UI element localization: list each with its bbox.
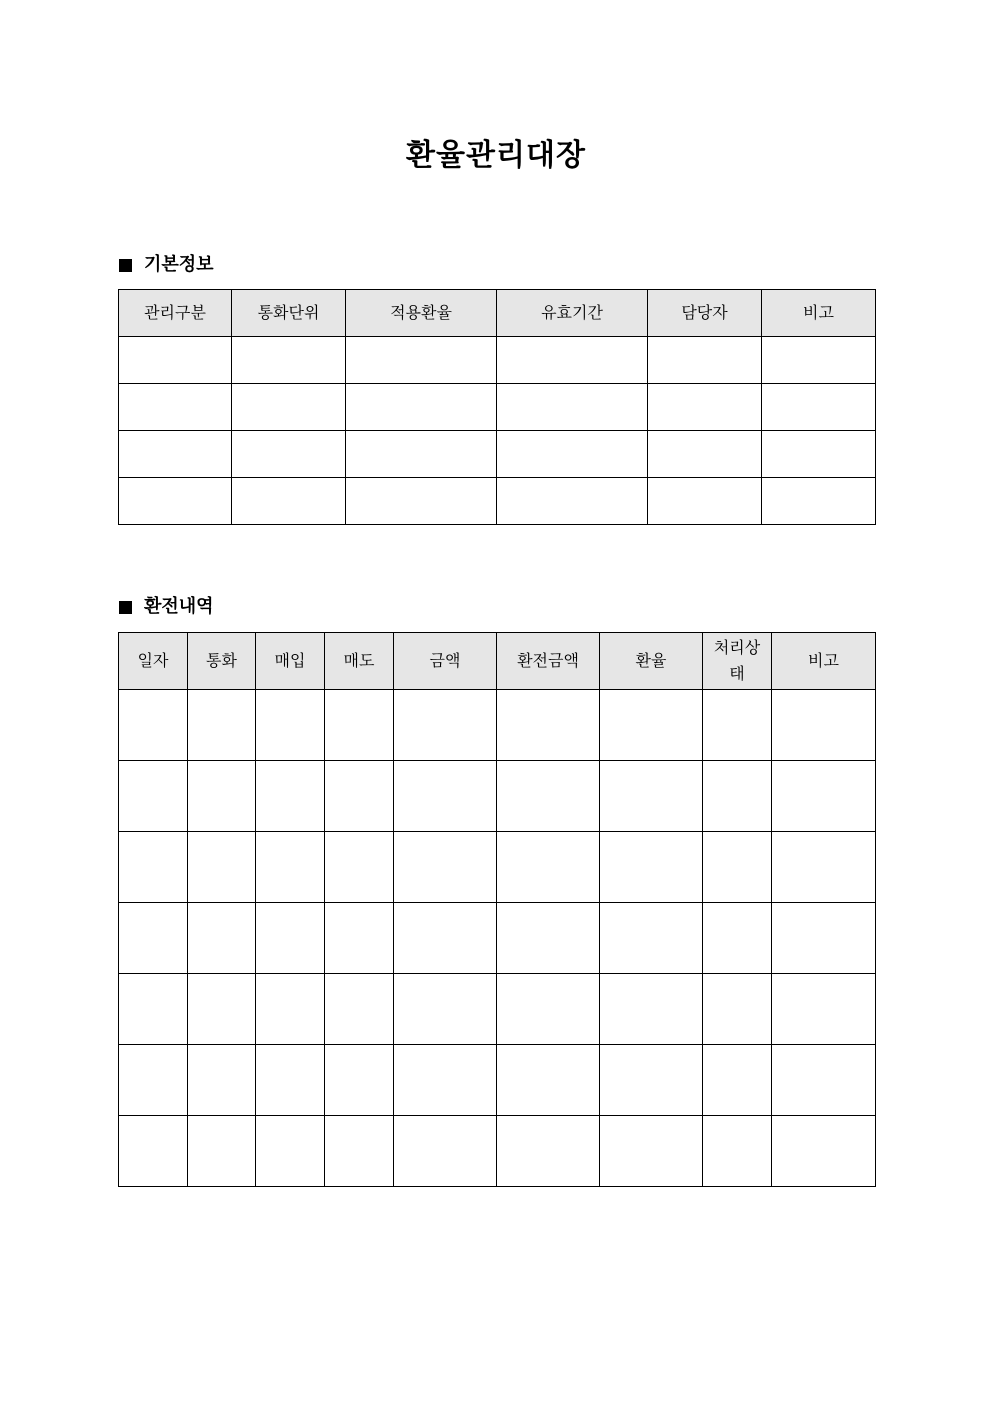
table-cell[interactable] <box>232 478 346 525</box>
table-cell[interactable] <box>762 431 876 478</box>
table-cell[interactable] <box>232 431 346 478</box>
table-cell[interactable] <box>600 1045 703 1116</box>
page-title: 환율관리대장 <box>406 138 586 173</box>
table-cell[interactable] <box>325 974 394 1045</box>
table-cell[interactable] <box>119 1045 188 1116</box>
column-header: 일자 <box>119 633 188 690</box>
column-header: 처리상태 <box>703 633 772 690</box>
table-cell[interactable] <box>325 690 394 761</box>
table-cell[interactable] <box>394 903 497 974</box>
table-cell[interactable] <box>256 832 325 903</box>
table-cell[interactable] <box>703 903 772 974</box>
table-cell[interactable] <box>394 690 497 761</box>
table-cell[interactable] <box>772 1116 876 1187</box>
table-cell[interactable] <box>119 478 232 525</box>
table-cell[interactable] <box>188 1045 256 1116</box>
column-header: 통화 <box>188 633 256 690</box>
table-cell[interactable] <box>325 1116 394 1187</box>
table-cell[interactable] <box>232 384 346 431</box>
table-cell[interactable] <box>346 384 497 431</box>
table-row <box>119 903 876 974</box>
table-row <box>119 384 876 431</box>
exchange-history-table <box>118 632 876 1187</box>
table-cell[interactable] <box>497 384 648 431</box>
table-cell[interactable] <box>703 690 772 761</box>
table-cell[interactable] <box>119 903 188 974</box>
table-cell[interactable] <box>497 1045 600 1116</box>
table-cell[interactable] <box>772 761 876 832</box>
section-heading-exchange <box>119 595 214 619</box>
column-header: 담당자 <box>648 290 762 337</box>
table-cell[interactable] <box>762 337 876 384</box>
table-cell[interactable] <box>325 903 394 974</box>
table-cell[interactable] <box>119 832 188 903</box>
table-cell[interactable] <box>762 478 876 525</box>
table-cell[interactable] <box>648 431 762 478</box>
table-cell[interactable] <box>772 690 876 761</box>
table-cell[interactable] <box>119 337 232 384</box>
section-heading-label: 기본정보 <box>144 254 214 275</box>
table-cell[interactable] <box>325 761 394 832</box>
table-cell[interactable] <box>703 1045 772 1116</box>
table-cell[interactable] <box>772 903 876 974</box>
table-cell[interactable] <box>772 974 876 1045</box>
table-row <box>119 832 876 903</box>
column-header: 비고 <box>762 290 876 337</box>
table-cell[interactable] <box>325 1045 394 1116</box>
table-cell[interactable] <box>497 832 600 903</box>
column-header: 금액 <box>394 633 497 690</box>
table-cell[interactable] <box>346 478 497 525</box>
table-row <box>119 1116 876 1187</box>
table-cell[interactable] <box>394 974 497 1045</box>
table-cell[interactable] <box>497 761 600 832</box>
column-header: 매도 <box>325 633 394 690</box>
table-cell[interactable] <box>703 761 772 832</box>
table-cell[interactable] <box>119 1116 188 1187</box>
section-heading-basic <box>119 253 214 277</box>
table-cell[interactable] <box>188 903 256 974</box>
table-cell[interactable] <box>325 832 394 903</box>
table-cell[interactable] <box>188 832 256 903</box>
table-row <box>119 1045 876 1116</box>
table-cell[interactable] <box>188 1116 256 1187</box>
table-cell[interactable] <box>256 690 325 761</box>
table-cell[interactable] <box>232 337 346 384</box>
table-header-row <box>119 633 876 690</box>
table-cell[interactable] <box>256 903 325 974</box>
table-cell[interactable] <box>497 478 648 525</box>
table-cell[interactable] <box>648 384 762 431</box>
table-cell[interactable] <box>648 478 762 525</box>
table-cell[interactable] <box>188 974 256 1045</box>
column-header: 통화단위 <box>232 290 346 337</box>
table-cell[interactable] <box>256 974 325 1045</box>
table-row <box>119 478 876 525</box>
table-cell[interactable] <box>119 761 188 832</box>
table-row <box>119 761 876 832</box>
table-cell[interactable] <box>600 974 703 1045</box>
table-header-row <box>119 290 876 337</box>
table-cell[interactable] <box>497 337 648 384</box>
square-bullet-icon <box>119 259 132 272</box>
column-header: 매입 <box>256 633 325 690</box>
table-cell[interactable] <box>497 903 600 974</box>
table-cell[interactable] <box>394 1045 497 1116</box>
column-header: 환율 <box>600 633 703 690</box>
square-bullet-icon <box>119 601 132 614</box>
table-cell[interactable] <box>119 431 232 478</box>
table-cell[interactable] <box>188 690 256 761</box>
table-cell[interactable] <box>256 761 325 832</box>
table-cell[interactable] <box>497 974 600 1045</box>
table-row <box>119 690 876 761</box>
table-cell[interactable] <box>119 384 232 431</box>
table-cell[interactable] <box>648 337 762 384</box>
table-cell[interactable] <box>394 1116 497 1187</box>
column-header: 비고 <box>772 633 876 690</box>
column-header: 환전금액 <box>497 633 600 690</box>
table-cell[interactable] <box>119 974 188 1045</box>
table-cell[interactable] <box>497 431 648 478</box>
table-cell[interactable] <box>772 1045 876 1116</box>
table-cell[interactable] <box>394 832 497 903</box>
table-cell[interactable] <box>394 761 497 832</box>
table-cell[interactable] <box>600 832 703 903</box>
table-cell[interactable] <box>600 903 703 974</box>
table-cell[interactable] <box>256 1045 325 1116</box>
table-cell[interactable] <box>762 384 876 431</box>
table-cell[interactable] <box>703 974 772 1045</box>
column-header: 유효기간 <box>497 290 648 337</box>
table-cell[interactable] <box>256 1116 325 1187</box>
table-row <box>119 337 876 384</box>
table-cell[interactable] <box>497 690 600 761</box>
table-cell[interactable] <box>346 431 497 478</box>
table-cell[interactable] <box>119 690 188 761</box>
basic-info-table <box>118 289 876 525</box>
table-cell[interactable] <box>600 690 703 761</box>
table-cell[interactable] <box>600 761 703 832</box>
table-cell[interactable] <box>703 832 772 903</box>
table-cell[interactable] <box>600 1116 703 1187</box>
column-header: 적용환율 <box>346 290 497 337</box>
section-heading-label: 환전내역 <box>144 596 214 617</box>
table-row <box>119 431 876 478</box>
table-cell[interactable] <box>772 832 876 903</box>
table-cell[interactable] <box>703 1116 772 1187</box>
table-cell[interactable] <box>188 761 256 832</box>
table-cell[interactable] <box>497 1116 600 1187</box>
table-cell[interactable] <box>346 337 497 384</box>
column-header: 관리구분 <box>119 290 232 337</box>
table-row <box>119 974 876 1045</box>
